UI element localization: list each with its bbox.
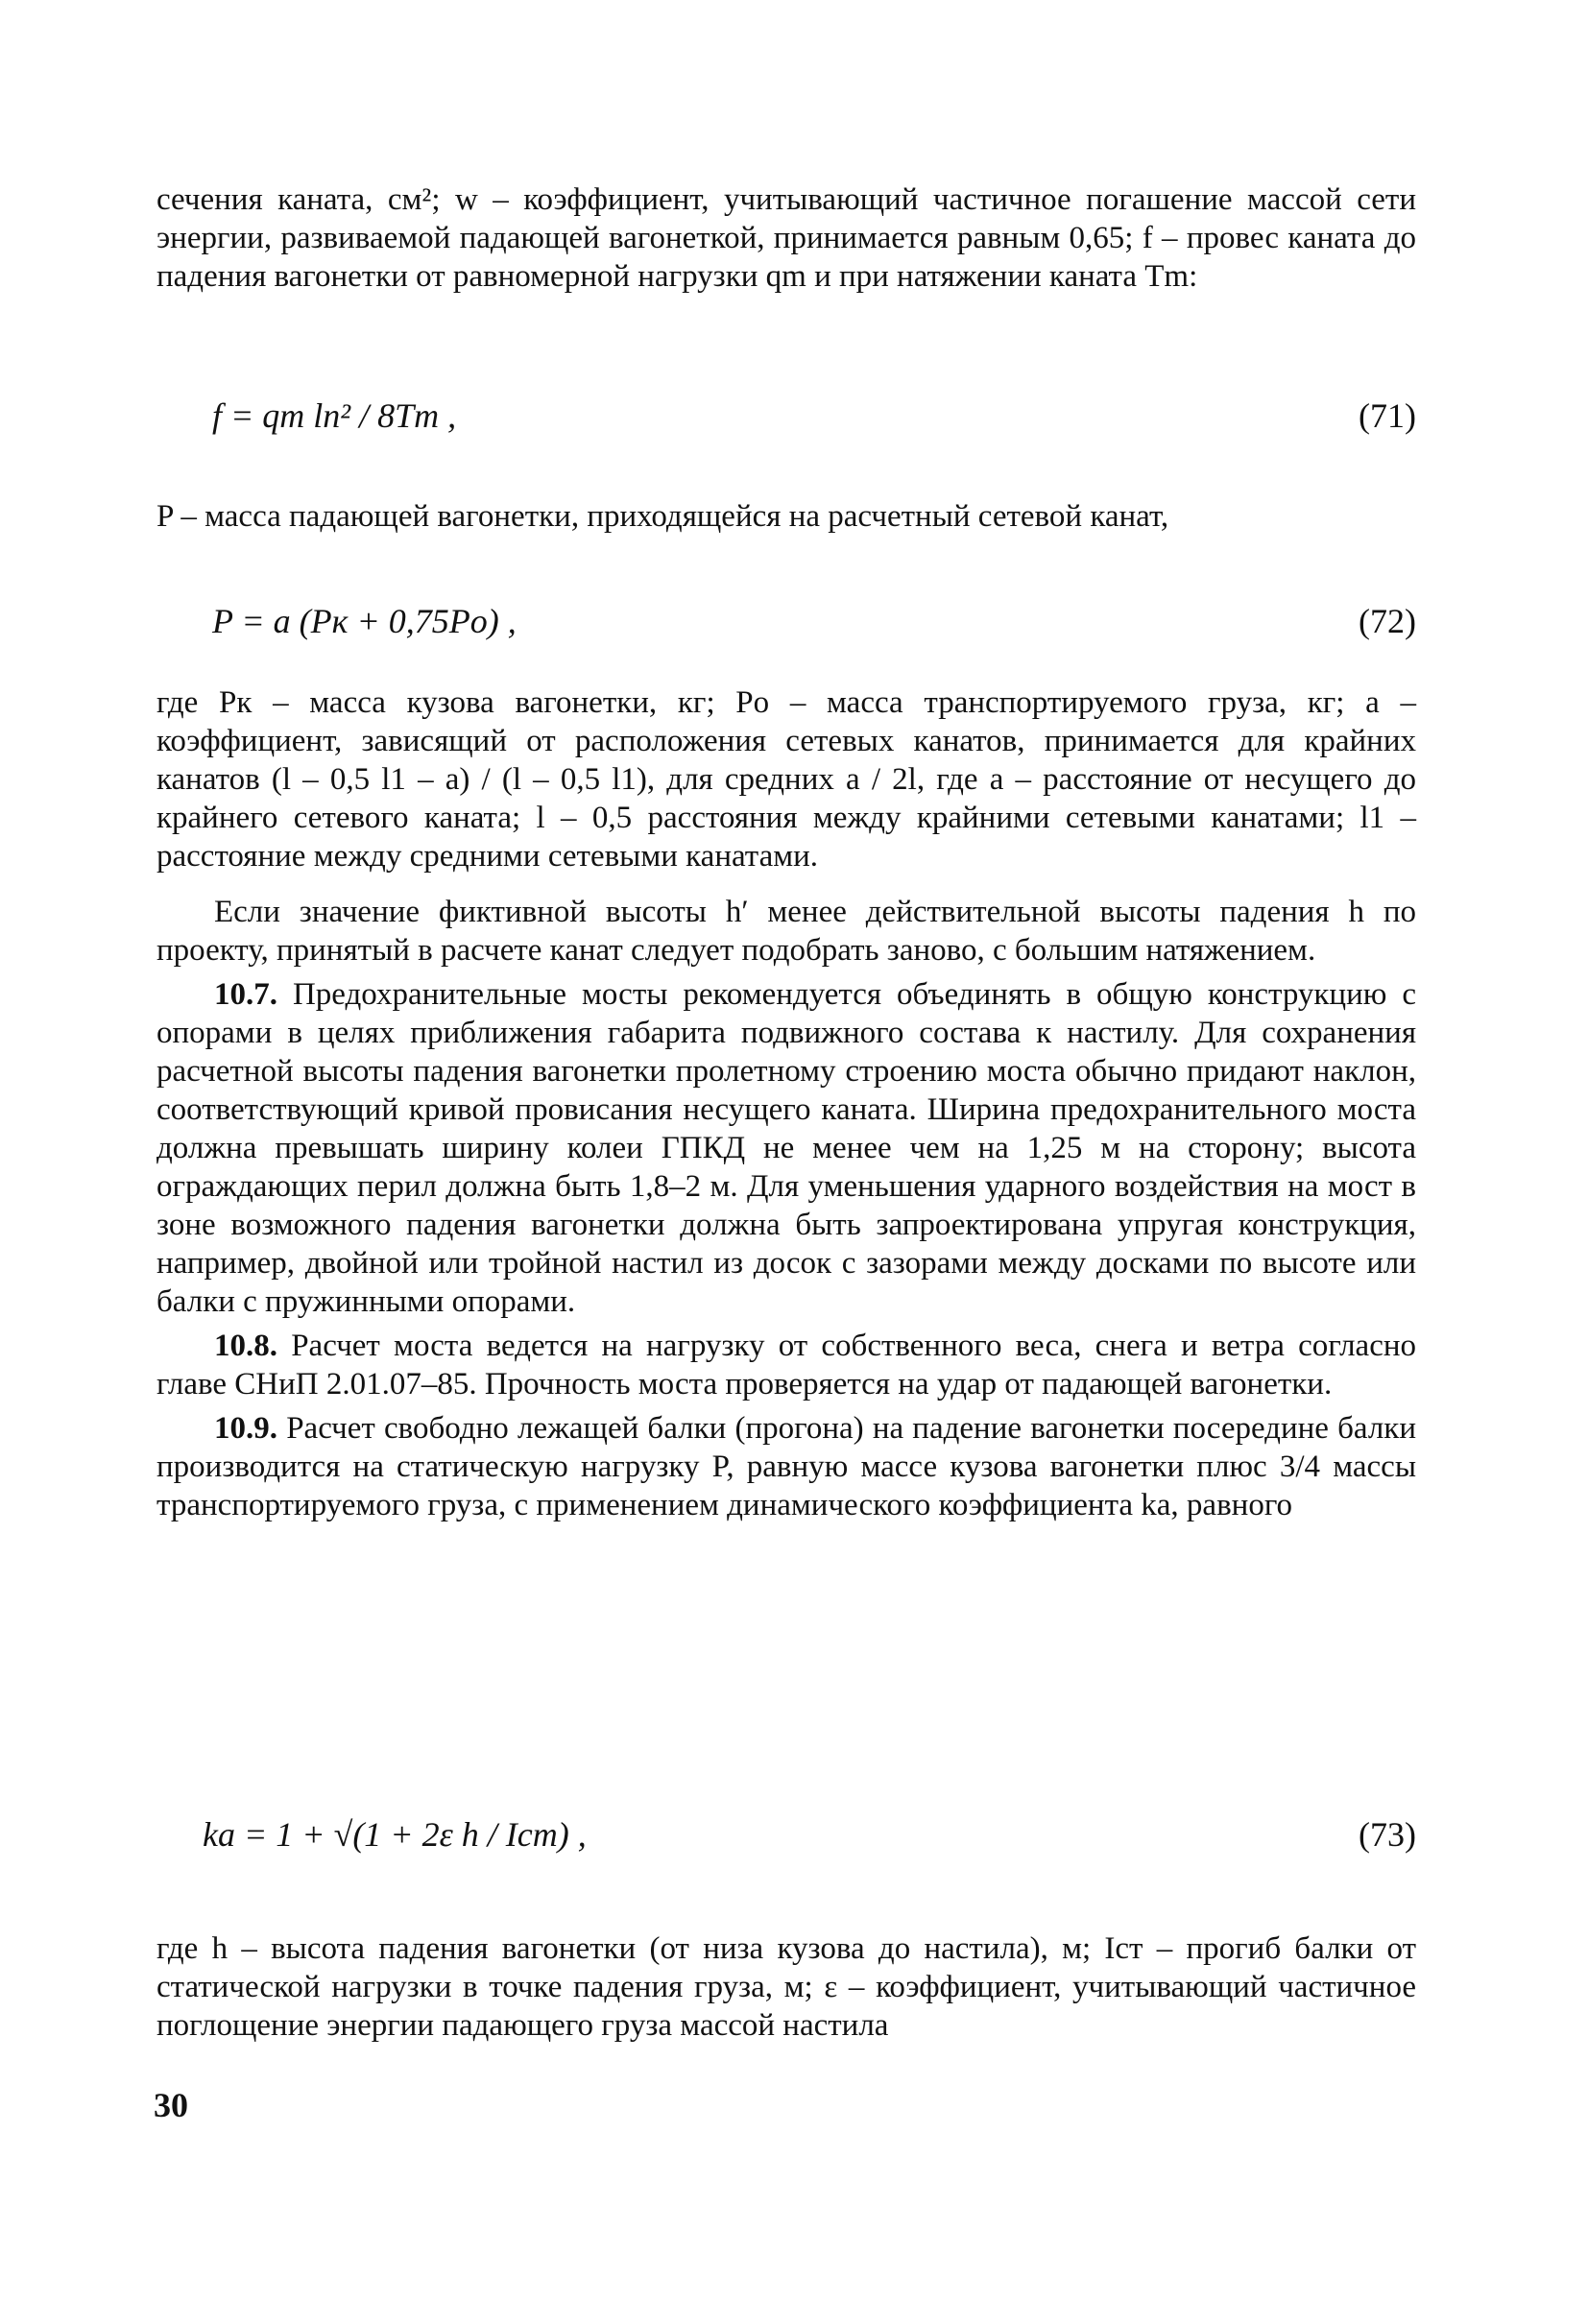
paragraph-fictive-height: Если значение фиктивной высоты h′ менее действительной высоты падения h по проекту, принятый в расчете канат следует подобрать заново, с большим натяжением. — [156, 895, 1416, 968]
section-10-8 — [156, 1327, 1416, 1403]
page-number: 30 — [154, 2086, 188, 2124]
equation-number: (73) — [1359, 1815, 1416, 1854]
equation-formula: kа = 1 + √(1 + 2ε h / Iст) , — [203, 1815, 587, 1854]
equation-number: (71) — [1359, 396, 1416, 435]
section-number: 10.8. — [214, 1329, 277, 1363]
section-text: Предохранительные мосты рекомендуется объединять в общую конструкцию с опорами в целях приближения габарита подвижного состава к настилу. Для сохранения расчетной высоты падения вагонетки пролетному строению моста обычно придают наклон, соответствующий кривой провисания несущего каната. Ширина предохранительного моста должна превышать ширину колеи ГПКД не менее чем на 1,25 м на сторону; высота ограждающих перил должна быть 1,8–2 м. Для уменьшения ударного воздействия на мост в зоне возможного падения вагонетки должна быть запроектирована упругая конструкция, например, двойной или тройной настил из досок с зазорами между досками по высоте или балки с пружинными опорами. — [156, 977, 1417, 1319]
text-block-where-2 — [156, 1929, 1416, 2050]
section-10-9 — [156, 1409, 1416, 1524]
text-block-intro — [156, 180, 1416, 301]
equation-number: (72) — [1359, 602, 1416, 640]
equation-formula: f = qm ln² / 8Tm , — [212, 396, 457, 435]
text-block-main — [156, 683, 1416, 1530]
equation-71 — [156, 395, 1416, 453]
paragraph-intro: сечения каната, см²; w – коэффициент, учитывающий частичное погашение массой сети энергии, развиваемой падающей вагонеткой, принимается равным 0,65; f – провес каната до падения вагонетки от равномерной нагрузки qm и при натяжении каната Tm: — [156, 182, 1416, 294]
paragraph-where-2: где h – высота падения вагонетки (от низа кузова до настила), м; Iст – прогиб балки от статической нагрузки в точке падения груза, м; ε – коэффициент, учитывающий частичное поглощение энергии падающего груза массой настила — [156, 1931, 1416, 2043]
section-text: Расчет свободно лежащей балки (прогона) на падение вагонетки посередине балки производится на статическую нагрузку P, равную массе кузова вагонетки плюс 3/4 массы транспортируемого груза, с применением динамического коэффициента kа, равного — [156, 1411, 1417, 1522]
paragraph-where-1: где Pк – масса кузова вагонетки, кг; Po – масса транспортируемого груза, кг; a – коэффициент, зависящий от расположения сетевых канатов, принимается для крайних канатов (l – 0,5 l1 – a) / (l – 0,5 l1), для средних a / 2l, где a – расстояние от несущего до крайнего сетевого каната; l – 0,5 расстояния между крайними сетевыми канатами; l1 – расстояние между средними сетевыми канатами. — [156, 685, 1416, 874]
paragraph-p-definition: P – масса падающей вагонетки, приходящейся на расчетный сетевой канат, — [156, 499, 1169, 534]
section-number: 10.9. — [214, 1411, 277, 1446]
section-number: 10.7. — [214, 977, 277, 1012]
equation-72 — [156, 601, 1416, 659]
section-10-7 — [156, 975, 1416, 1321]
equation-formula: P = a (Pк + 0,75Po) , — [212, 602, 517, 640]
text-block-p — [156, 497, 1416, 541]
equation-73 — [156, 1814, 1416, 1872]
section-text: Расчет моста ведется на нагрузку от собственного веса, снега и ветра согласно главе СНиП 2.01.07–85. Прочность моста проверяется на удар от падающей вагонетки. — [156, 1329, 1416, 1402]
